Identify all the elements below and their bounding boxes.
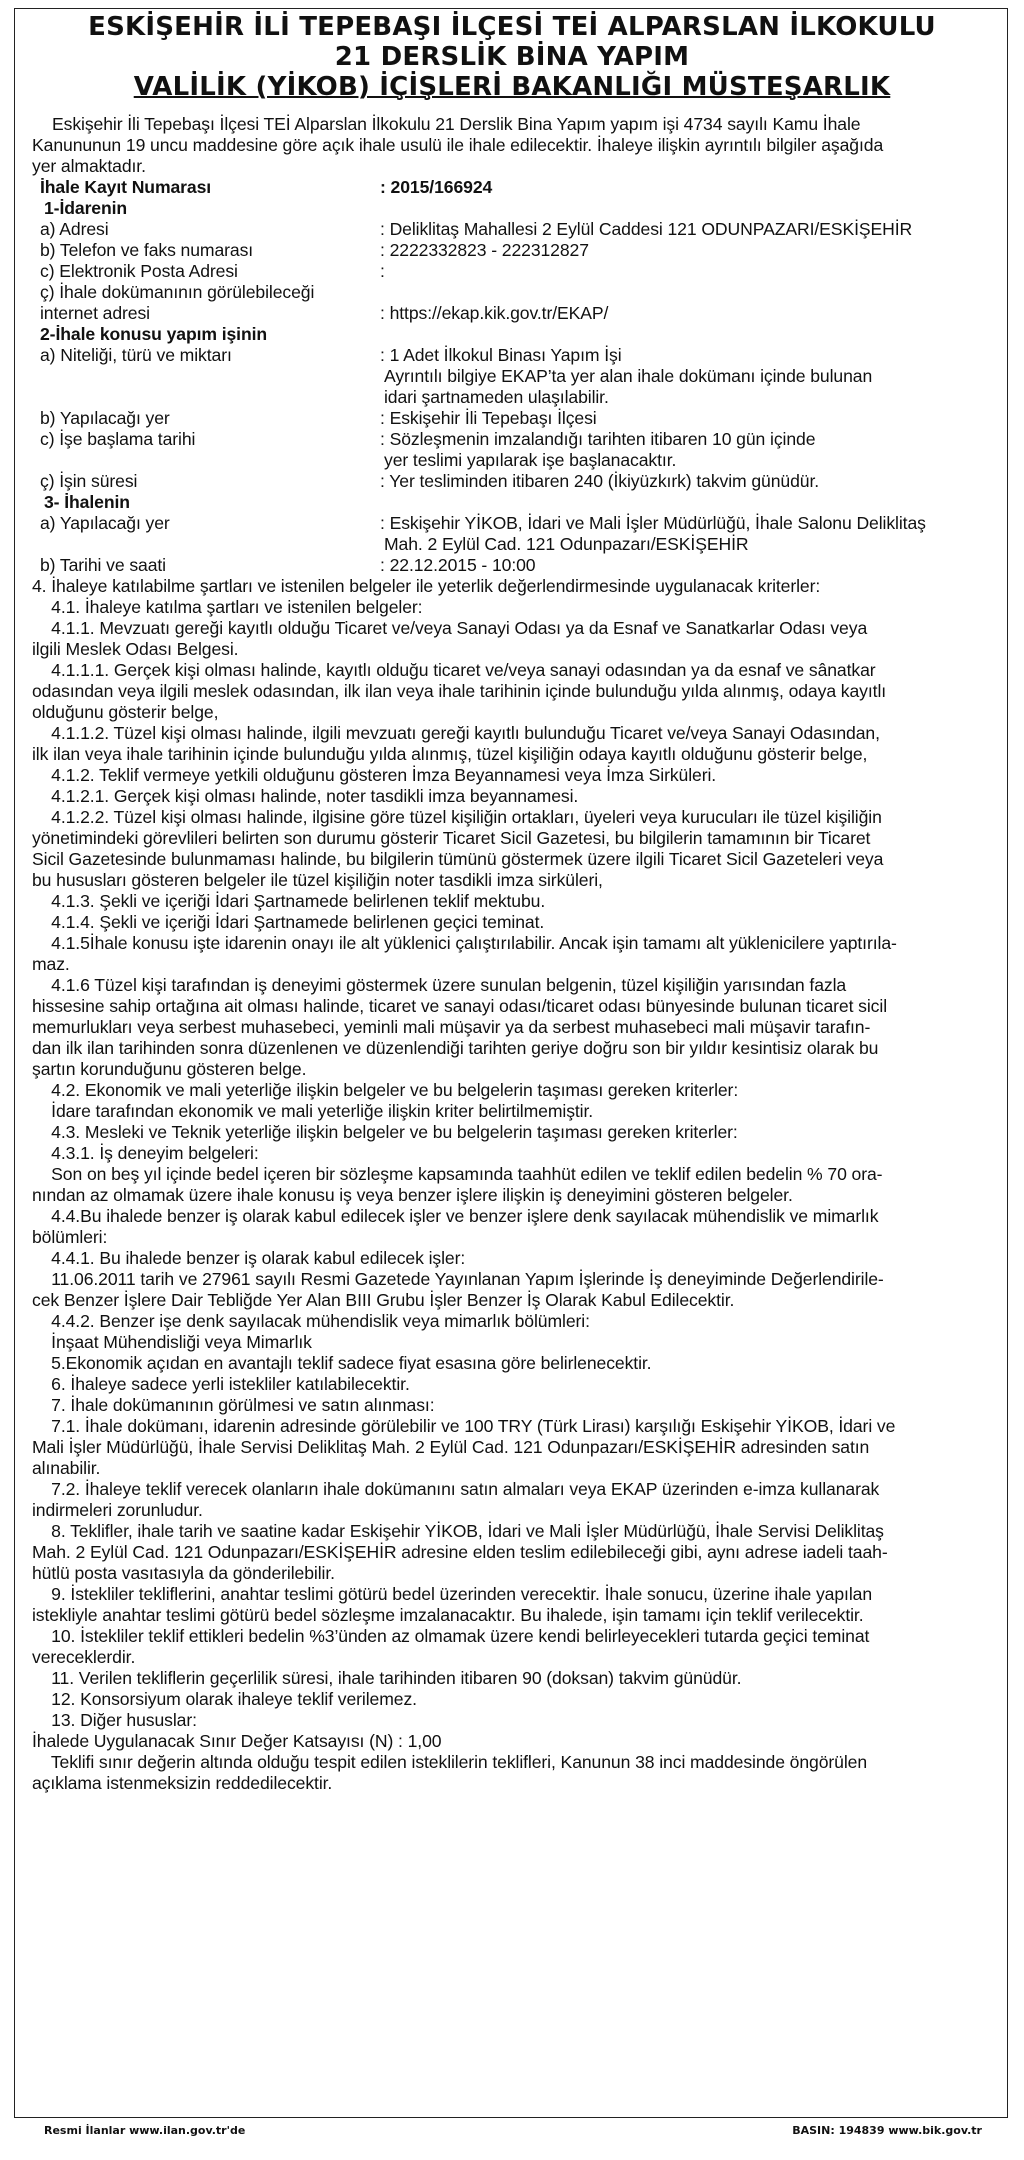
intro-line-1: Eskişehir İli Tepebaşı İlçesi TEİ Alparslan İlkokulu 21 Derslik Bina Yapım yapım işi 4734 sayılı Kamu İhale bbox=[52, 114, 861, 134]
body-line: hütlü posta vasıtasıyla da gönderilebilir. bbox=[32, 1563, 335, 1583]
body-line: 4.1.3. Şekli ve içeriği İdari Şartnamede belirlenen teklif mektubu. bbox=[32, 891, 546, 911]
footer-source: Resmi İlanlar www.ilan.gov.tr'de bbox=[44, 2124, 246, 2137]
ihale-yer-value: : Eskişehir YİKOB, İdari ve Mali İşler Müdürlüğü, İhale Salonu Deliklitaş bbox=[380, 513, 926, 533]
body-line: Teklifi sınır değerin altında olduğu tespit edilen isteklilerin teklifleri, Kanunun 38 inci maddesinde öngörülen bbox=[32, 1752, 868, 1772]
idare-mail-row bbox=[40, 261, 1000, 282]
body-line: dan ilk ilan tarihinden sonra düzenlenen ve düzenlendiği tarihten geriye doğru son bir yıldır kesintisiz olarak bu bbox=[32, 1038, 879, 1058]
kayit-row bbox=[40, 177, 1000, 198]
body-line: vereceklerdir. bbox=[32, 1647, 136, 1667]
body-line: İdare tarafından ekonomik ve mali yeterliğe ilişkin kriter belirtilmemiştir. bbox=[32, 1101, 594, 1121]
body-line: 4.1.5İhale konusu işte idarenin onayı ile alt yüklenici çalıştırılabilir. Ancak işin tamamı alt yüklenicilere yaptırıla- bbox=[32, 933, 897, 953]
is-yer-row bbox=[40, 408, 1000, 429]
body-line: 10. İstekliler teklif ettikleri bedelin %3’ünden az olmamak üzere kendi belirleyecekleri tutarda geçici teminat bbox=[32, 1626, 870, 1646]
is-nitelik-label: a) Niteliği, türü ve miktarı bbox=[40, 345, 232, 365]
ihale-yer-value-2: Mah. 2 Eylül Cad. 121 Odunpazarı/ESKİŞEHİR bbox=[384, 534, 749, 554]
body-line: cek Benzer İşlere Dair Tebliğde Yer Alan BIII Grubu İşler Benzer İş Olarak Kabul Edilecektir. bbox=[32, 1290, 735, 1310]
body-line: 4. İhaleye katılabilme şartları ve istenilen belgeler ile yeterlik değerlendirmesinde uygulanacak kriterler: bbox=[32, 576, 821, 596]
idare-dokuman-label-1: ç) İhale dokümanının görülebileceği bbox=[40, 282, 315, 302]
body-line: 4.1. İhaleye katılma şartları ve istenilen belgeler: bbox=[32, 597, 423, 617]
intro-line-2: Kanununun 19 uncu maddesine göre açık ihale usulü ile ihale edilecektir. İhaleye ilişkin ayrıntılı bilgiler aşağıda bbox=[32, 135, 884, 155]
notice-title-line-1: ESKİŞEHİR İLİ TEPEBAŞI İLÇESİ TEİ ALPARSLAN İLKOKULU bbox=[88, 12, 936, 42]
kayit-label: İhale Kayıt Numarası bbox=[40, 177, 212, 197]
body-line: ilgili Meslek Odası Belgesi. bbox=[32, 639, 239, 659]
body-line: 4.1.1. Mevzuatı gereği kayıtlı olduğu Ticaret ve/veya Sanayi Odası ya da Esnaf ve Sanatkarlar Odası veya bbox=[32, 618, 868, 638]
body-line: alınabilir. bbox=[32, 1458, 101, 1478]
body-line: 8. Teklifler, ihale tarih ve saatine kadar Eskişehir YİKOB, İdari ve Mali İşler Müdürlüğü, İhale Servisi Deliklitaş bbox=[32, 1521, 884, 1541]
body-line: Mali İşler Müdürlüğü, İhale Servisi Deliklitaş Mah. 2 Eylül Cad. 121 Odunpazarı/ESKİŞEHİR adresinden satın bbox=[32, 1437, 870, 1457]
body-line: 4.3. Mesleki ve Teknik yeterliğe ilişkin belgeler ve bu belgelerin taşıması gereken kriterler: bbox=[32, 1122, 738, 1142]
body-line: ilk ilan veya ihale tarihinin içinde bulunduğu yılda alınmış, tüzel kişiliğin odaya kayıtlı olduğunu gösterir belge, bbox=[32, 744, 868, 764]
body-line: 4.1.6 Tüzel kişi tarafından iş deneyimi göstermek üzere sunulan belgenin, tüzel kişiliğin yarısından fazla bbox=[32, 975, 847, 995]
is-baslama-row bbox=[40, 429, 1000, 450]
body-line: memurlukları veya serbest muhasebeci, yeminli mali müşavir ya da serbest muhasebeci mali müşavir tarafın- bbox=[32, 1017, 871, 1037]
section-1-heading: 1-İdarenin bbox=[44, 198, 128, 218]
ihale-yer-label: a) Yapılacağı yer bbox=[40, 513, 170, 533]
idare-dokuman-row bbox=[40, 303, 1000, 324]
body-line: bölümleri: bbox=[32, 1227, 108, 1247]
body-line: 12. Konsorsiyum olarak ihaleye teklif verilemez. bbox=[32, 1689, 417, 1709]
body-line: indirmeleri zorunludur. bbox=[32, 1500, 203, 1520]
body-line: Son on beş yıl içinde bedel içeren bir sözleşme kapsamında taahhüt edilen ve teklif edilen bedelin % 70 ora- bbox=[32, 1164, 883, 1184]
idare-tel-value: : 2222332823 - 222312827 bbox=[380, 240, 589, 260]
body-line: 4.1.4. Şekli ve içeriği İdari Şartnamede belirlenen geçici teminat. bbox=[32, 912, 545, 932]
is-nitelik-value-3: idari şartnameden ulaşılabilir. bbox=[384, 387, 609, 407]
idare-tel-label: b) Telefon ve faks numarası bbox=[40, 240, 254, 260]
body-line: 4.1.1.1. Gerçek kişi olması halinde, kayıtlı olduğu ticaret ve/veya sanayi odasından ya da esnaf ve sânatkar bbox=[32, 660, 876, 680]
is-nitelik-value: : 1 Adet İlkokul Binası Yapım İşi bbox=[380, 345, 622, 365]
body-line: 9. İstekliler tekliflerini, anahtar teslimi götürü bedel üzerinden verecektir. İhale sonucu, üzerine ihale yapılan bbox=[32, 1584, 873, 1604]
body-line: 4.1.2.1. Gerçek kişi olması halinde, noter tasdikli imza beyannamesi. bbox=[32, 786, 579, 806]
is-yer-value: : Eskişehir İli Tepebaşı İlçesi bbox=[380, 408, 597, 428]
ihale-tarih-row bbox=[40, 555, 1000, 576]
body-line: Sicil Gazetesinde bulunmaması halinde, bu bilgilerin tümünü göstermek üzere ilgili Ticaret Sicil Gazeteleri veya bbox=[32, 849, 884, 869]
body-line: hissesine sahip ortağına ait olması halinde, ticaret ve sanayi odası/ticaret odası bünyesinde bulunan ticaret sicil bbox=[32, 996, 888, 1016]
body-line: şartın korunduğunu gösteren belge. bbox=[32, 1059, 307, 1079]
section-2-heading: 2-İhale konusu yapım işinin bbox=[40, 324, 268, 344]
section-3-heading: 3- İhalenin bbox=[44, 492, 130, 512]
kayit-value: : 2015/166924 bbox=[380, 177, 493, 197]
body-line: açıklama istenmeksizin reddedilecektir. bbox=[32, 1773, 333, 1793]
body-line: 11. Verilen tekliflerin geçerlilik süresi, ihale tarihinden itibaren 90 (doksan) takvim günüdür. bbox=[32, 1668, 742, 1688]
body-line: 5.Ekonomik açıdan en avantajlı teklif sadece fiyat esasına göre belirlenecektir. bbox=[32, 1353, 652, 1373]
body-line: 11.06.2011 tarih ve 27961 sayılı Resmi Gazetede Yayınlanan Yapım İşlerinde İş deneyiminde Değerlendirile- bbox=[32, 1269, 884, 1289]
idare-dokuman-label-2: internet adresi bbox=[40, 303, 150, 323]
footer-press: BASIN: 194839 www.bik.gov.tr bbox=[792, 2124, 982, 2137]
notice-title-line-2: 21 DERSLİK BİNA YAPIM bbox=[334, 42, 690, 72]
body-line: 7.2. İhaleye teklif verecek olanların ihale dokümanını satın almaları veya EKAP üzerinden e-imza kullanarak bbox=[32, 1479, 880, 1499]
body-line: yönetimindeki görevlileri belirten son durumu gösterir Ticaret Sicil Gazetesi, bu bilgilerin tamamının bir Ticaret bbox=[32, 828, 871, 848]
is-yer-label: b) Yapılacağı yer bbox=[40, 408, 170, 428]
is-baslama-value: : Sözleşmenin imzalandığı tarihten itibaren 10 gün içinde bbox=[380, 429, 816, 449]
body-line: Mah. 2 Eylül Cad. 121 Odunpazarı/ESKİŞEHİR adresine elden teslim edilebileceği gibi, aynı adrese iadeli taah- bbox=[32, 1542, 888, 1562]
is-nitelik-value-2: Ayrıntılı bilgiye EKAP’ta yer alan ihale dokümanı içinde bulunan bbox=[384, 366, 873, 386]
ihale-tarih-value: : 22.12.2015 - 10:00 bbox=[380, 555, 536, 575]
body-line: 7. İhale dokümanının görülmesi ve satın alınması: bbox=[32, 1395, 435, 1415]
intro-line-3: yer almaktadır. bbox=[32, 156, 146, 176]
idare-mail-label: c) Elektronik Posta Adresi bbox=[40, 261, 238, 281]
body-line: 4.2. Ekonomik ve mali yeterliğe ilişkin belgeler ve bu belgelerin taşıması gereken kriterler: bbox=[32, 1080, 739, 1100]
body-line: 6. İhaleye sadece yerli istekliler katılabilecektir. bbox=[32, 1374, 410, 1394]
is-sure-row bbox=[40, 471, 1000, 492]
body-line: 4.4.2. Benzer işe denk sayılacak mühendislik veya mimarlık bölümleri: bbox=[32, 1311, 590, 1331]
is-sure-label: ç) İşin süresi bbox=[40, 471, 138, 491]
is-baslama-value-2: yer teslimi yapılarak işe başlanacaktır. bbox=[384, 450, 677, 470]
is-sure-value: : Yer tesliminden itibaren 240 (İkiyüzkırk) takvim günüdür. bbox=[380, 471, 820, 491]
body-line: maz. bbox=[32, 954, 70, 974]
body-line: 4.4.1. Bu ihalede benzer iş olarak kabul edilecek işler: bbox=[32, 1248, 466, 1268]
body-line: 4.4.Bu ihalede benzer iş olarak kabul edilecek işler ve benzer işlere denk sayılacak mühendislik ve mimarlık bbox=[32, 1206, 879, 1226]
body-line: İnşaat Mühendisliği veya Mimarlık bbox=[32, 1332, 312, 1352]
idare-dokuman-url: : https://ekap.kik.gov.tr/EKAP/ bbox=[380, 303, 609, 323]
body-line: nından az olmamak üzere ihale konusu iş veya benzer işlere ilişkin iş deneyimini gösteren belgeler. bbox=[32, 1185, 793, 1205]
is-nitelik-row bbox=[40, 345, 1000, 366]
body-line: istekliyle anahtar teslimi götürü bedel sözleşme imzalanacaktır. Bu ihalede, işin tamamı için teklif verilecektir. bbox=[32, 1605, 864, 1625]
idare-adres-label: a) Adresi bbox=[40, 219, 109, 239]
body-line: olduğunu gösterir belge, bbox=[32, 702, 219, 722]
is-baslama-label: c) İşe başlama tarihi bbox=[40, 429, 196, 449]
body-line: 4.1.2.2. Tüzel kişi olması halinde, ilgisine göre tüzel kişiliğin ortakları, üyeleri veya kurucuları ile tüzel kişiliğin bbox=[32, 807, 882, 827]
idare-adres-value: : Deliklitaş Mahallesi 2 Eylül Caddesi 121 ODUNPAZARI/ESKİŞEHİR bbox=[380, 219, 913, 239]
ihale-yer-row bbox=[40, 513, 1000, 534]
body-line: 13. Diğer hususlar: bbox=[32, 1710, 197, 1730]
body-line: 4.1.2. Teklif vermeye yetkili olduğunu gösteren İmza Beyannamesi veya İmza Sirküleri. bbox=[32, 765, 717, 785]
ihale-tarih-label: b) Tarihi ve saati bbox=[40, 555, 166, 575]
idare-adres-row bbox=[40, 219, 1000, 240]
body-line: 4.1.1.2. Tüzel kişi olması halinde, ilgili mevzuatı gereği kayıtlı bulunduğu Ticaret ve/veya Sanayi Odasından, bbox=[32, 723, 880, 743]
notice-title-line-3: VALİLİK (YİKOB) İÇİŞLERİ BAKANLIĞI MÜSTEŞARLIK bbox=[133, 72, 891, 102]
body-line: bu hususları gösteren belgeler ile tüzel kişiliğin noter tasdikli imza sirküleri, bbox=[32, 870, 603, 890]
body-line: 7.1. İhale dokümanı, idarenin adresinde görülebilir ve 100 TRY (Türk Lirası) karşılığı Eskişehir YİKOB, İdari ve bbox=[32, 1416, 896, 1436]
body-line: odasından veya ilgili meslek odasından, ilk ilan veya ihale tarihinin içinde bulunduğu yılda alınmış, odaya kayıtlı bbox=[32, 681, 887, 701]
idare-tel-row bbox=[40, 240, 1000, 261]
body-line: 4.3.1. İş deneyim belgeleri: bbox=[32, 1143, 259, 1163]
idare-mail-value: : bbox=[380, 261, 385, 281]
body-line: İhalede Uygulanacak Sınır Değer Katsayısı (N) : 1,00 bbox=[32, 1731, 442, 1751]
